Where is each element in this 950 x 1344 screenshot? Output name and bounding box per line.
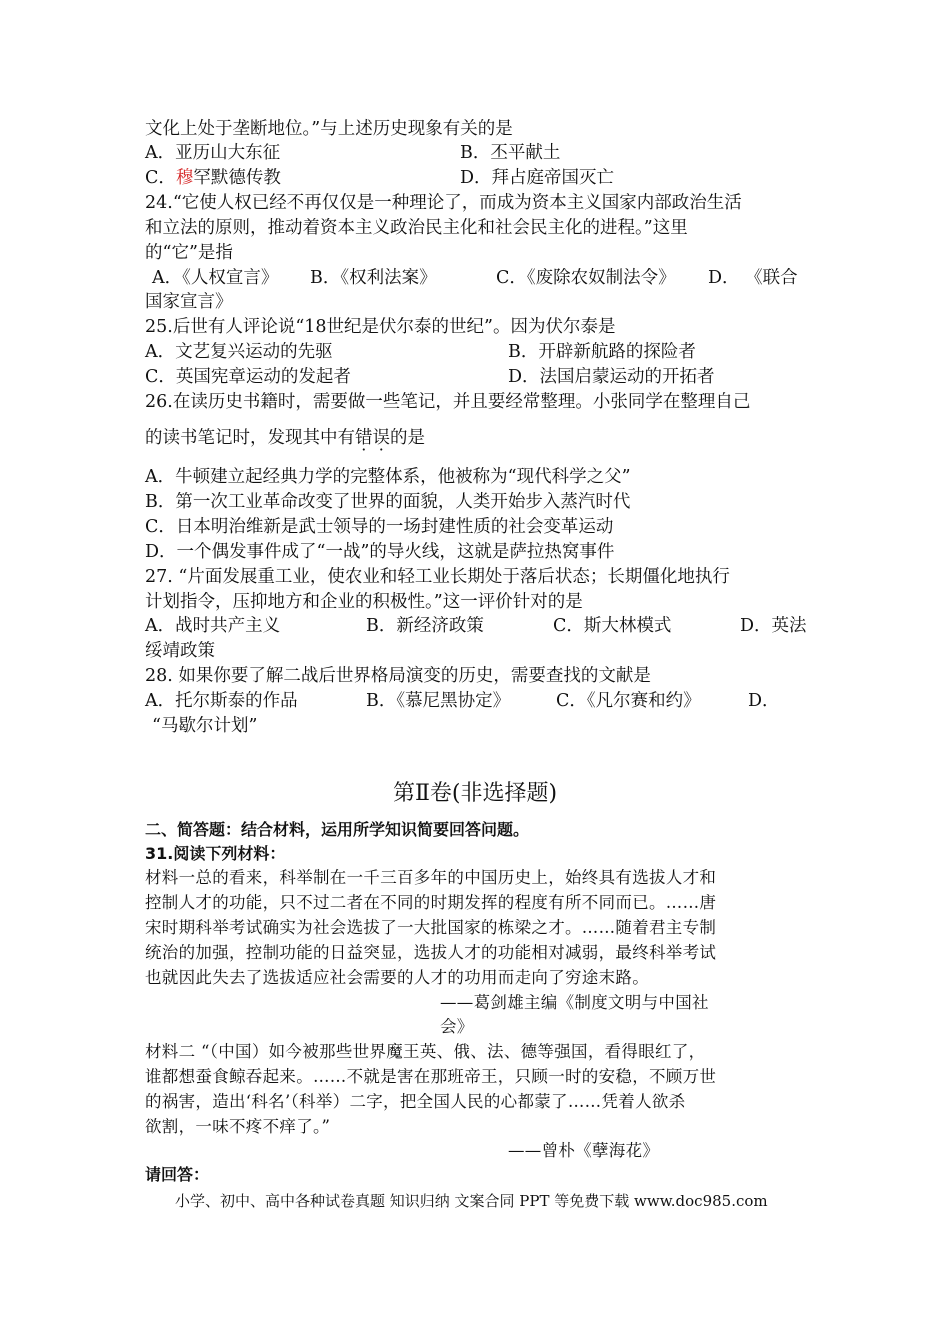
material2-line3: 的祸害，造出‘科名’（科举）二字，把全国人民的心都蒙了……凭着人欲杀 bbox=[145, 1092, 686, 1111]
q27-stem-line2: 计划指令，压抑地方和企业的积极性。”这一评价针对的是 bbox=[145, 592, 583, 612]
q27-option-d-cont: 绥靖政策 bbox=[145, 641, 215, 661]
q23-option-d: D．拜占庭帝国灭亡 bbox=[460, 168, 615, 188]
q26-stem-line2: 的读书笔记时，发现其中有错误的是 bbox=[145, 428, 425, 448]
material2-line2: 谁都想蚕食鲸吞起来。……不就是害在那班帝王，只顾一时的安稳，不顾万世 bbox=[145, 1067, 717, 1086]
q24-option-b: B．《权利法案》 bbox=[310, 268, 437, 288]
q28-option-d-cont: “马歇尔计划” bbox=[152, 716, 258, 736]
material2-source: ——曾朴《孽海花》 bbox=[508, 1141, 660, 1160]
q28-option-d: D． bbox=[748, 691, 780, 711]
material1-source-cont: 会》 bbox=[440, 1017, 474, 1036]
q28-option-c: C．《凡尔赛和约》 bbox=[556, 691, 701, 711]
q28-option-b: B．《慕尼黑协定》 bbox=[366, 691, 511, 711]
q23-option-b: B．丕平献土 bbox=[460, 143, 561, 163]
q24-option-d: D． 《联合 bbox=[708, 268, 798, 288]
q26-option-a: A．牛顿建立起经典力学的完整体系，他被称为“现代科学之父” bbox=[145, 467, 631, 487]
material1-line3: 宋时期科举考试确实为社会选拔了一大批国家的栋梁之才。……随着君主专制 bbox=[145, 918, 717, 937]
q28-stem: 28. 如果你要了解二战后世界格局演变的历史，需要查找的文献是 bbox=[145, 666, 651, 686]
q25-stem: 25.后世有人评论说“18世纪是伏尔泰的世纪”。因为伏尔泰是 bbox=[145, 317, 616, 337]
q23-option-a: A．亚历山大东征 bbox=[145, 143, 281, 163]
q24-option-c: C．《废除农奴制法令》 bbox=[496, 268, 676, 288]
material1-source: ——葛剑雄主编《制度文明与中国社 bbox=[440, 993, 709, 1012]
q28-option-a: A．托尔斯泰的作品 bbox=[145, 691, 298, 711]
q25-option-a: A．文艺复兴运动的先驱 bbox=[145, 342, 333, 362]
material1-line4: 统治的加强，控制功能的日益突显，选拔人才的功能相对减弱，最终科举考试 bbox=[145, 943, 717, 962]
material1-line2: 控制人才的功能，只不过二者在不同的时期发挥的程度有所不同而已。……唐 bbox=[145, 893, 717, 912]
q25-option-c: C．英国宪章运动的发起者 bbox=[145, 367, 351, 387]
q24-option-a: A．《人权宣言》 bbox=[152, 268, 279, 288]
material2-line1: 材料二 “（中国）如今被那些世界魔王英、俄、法、德等强国，看得眼红了， bbox=[145, 1042, 706, 1061]
q26-option-c: C．日本明治维新是武士领导的一场封建性质的社会变革运动 bbox=[145, 517, 614, 537]
q27-option-b: B．新经济政策 bbox=[366, 616, 484, 636]
q23-option-c: C．穆罕默德传教 bbox=[145, 168, 281, 188]
q27-option-d: D．英法 bbox=[740, 616, 807, 636]
q27-option-a: A．战时共产主义 bbox=[145, 616, 281, 636]
q26-option-b: B．第一次工业革命改变了世界的面貌，人类开始步入蒸汽时代 bbox=[145, 492, 631, 512]
q27-option-c: C．斯大林模式 bbox=[553, 616, 672, 636]
section-title: 第Ⅱ卷(非选择题) bbox=[392, 781, 558, 806]
page-footer: 小学、初中、高中各种试卷真题 知识归纳 文案合同 PPT 等免费下载 www.doc985.com bbox=[175, 1192, 768, 1210]
q26-option-d: D．一个偶发事件成了“一战”的导火线，这就是萨拉热窝事件 bbox=[145, 542, 615, 562]
q26-stem-line1: 26.在读历史书籍时，需要做一些笔记，并且要经常整理。小张同学在整理自己 bbox=[145, 392, 751, 412]
q24-option-d-cont: 国家宣言》 bbox=[145, 292, 233, 312]
q23-stem-tail: 文化上处于垄断地位。”与上述历史现象有关的是 bbox=[145, 119, 513, 139]
q25-option-d: D．法国启蒙运动的开拓者 bbox=[508, 367, 715, 387]
q27-stem-line1: 27. “片面发展重工业，使农业和轻工业长期处于落后状态；长期僵化地执行 bbox=[145, 567, 730, 587]
q31-heading: 31.阅读下列材料： bbox=[145, 844, 286, 863]
q24-stem-line2: 和立法的原则，推动着资本主义政治民主化和社会民主化的进程。”这里 bbox=[145, 218, 688, 238]
q24-stem-line1: 24.“它使人权已经不再仅仅是一种理论了，而成为资本主义国家内部政治生活 bbox=[145, 193, 742, 213]
answer-prompt: 请回答： bbox=[145, 1165, 210, 1184]
material1-line5: 也就因此失去了选拔适应社会需要的人才的功用而走向了穷途末路。 bbox=[145, 968, 649, 987]
q25-option-b: B．开辟新航路的探险者 bbox=[508, 342, 696, 362]
material1-line1: 材料一总的看来，科举制在一千三百多年的中国历史上，始终具有选拔人才和 bbox=[145, 868, 717, 887]
material2-line4: 欲割，一味不疼不痒了。” bbox=[145, 1117, 331, 1136]
q24-stem-line3: 的“它”是指 bbox=[145, 243, 233, 263]
section2-heading: 二、简答题：结合材料，运用所学知识简要回答问题。 bbox=[145, 820, 530, 839]
